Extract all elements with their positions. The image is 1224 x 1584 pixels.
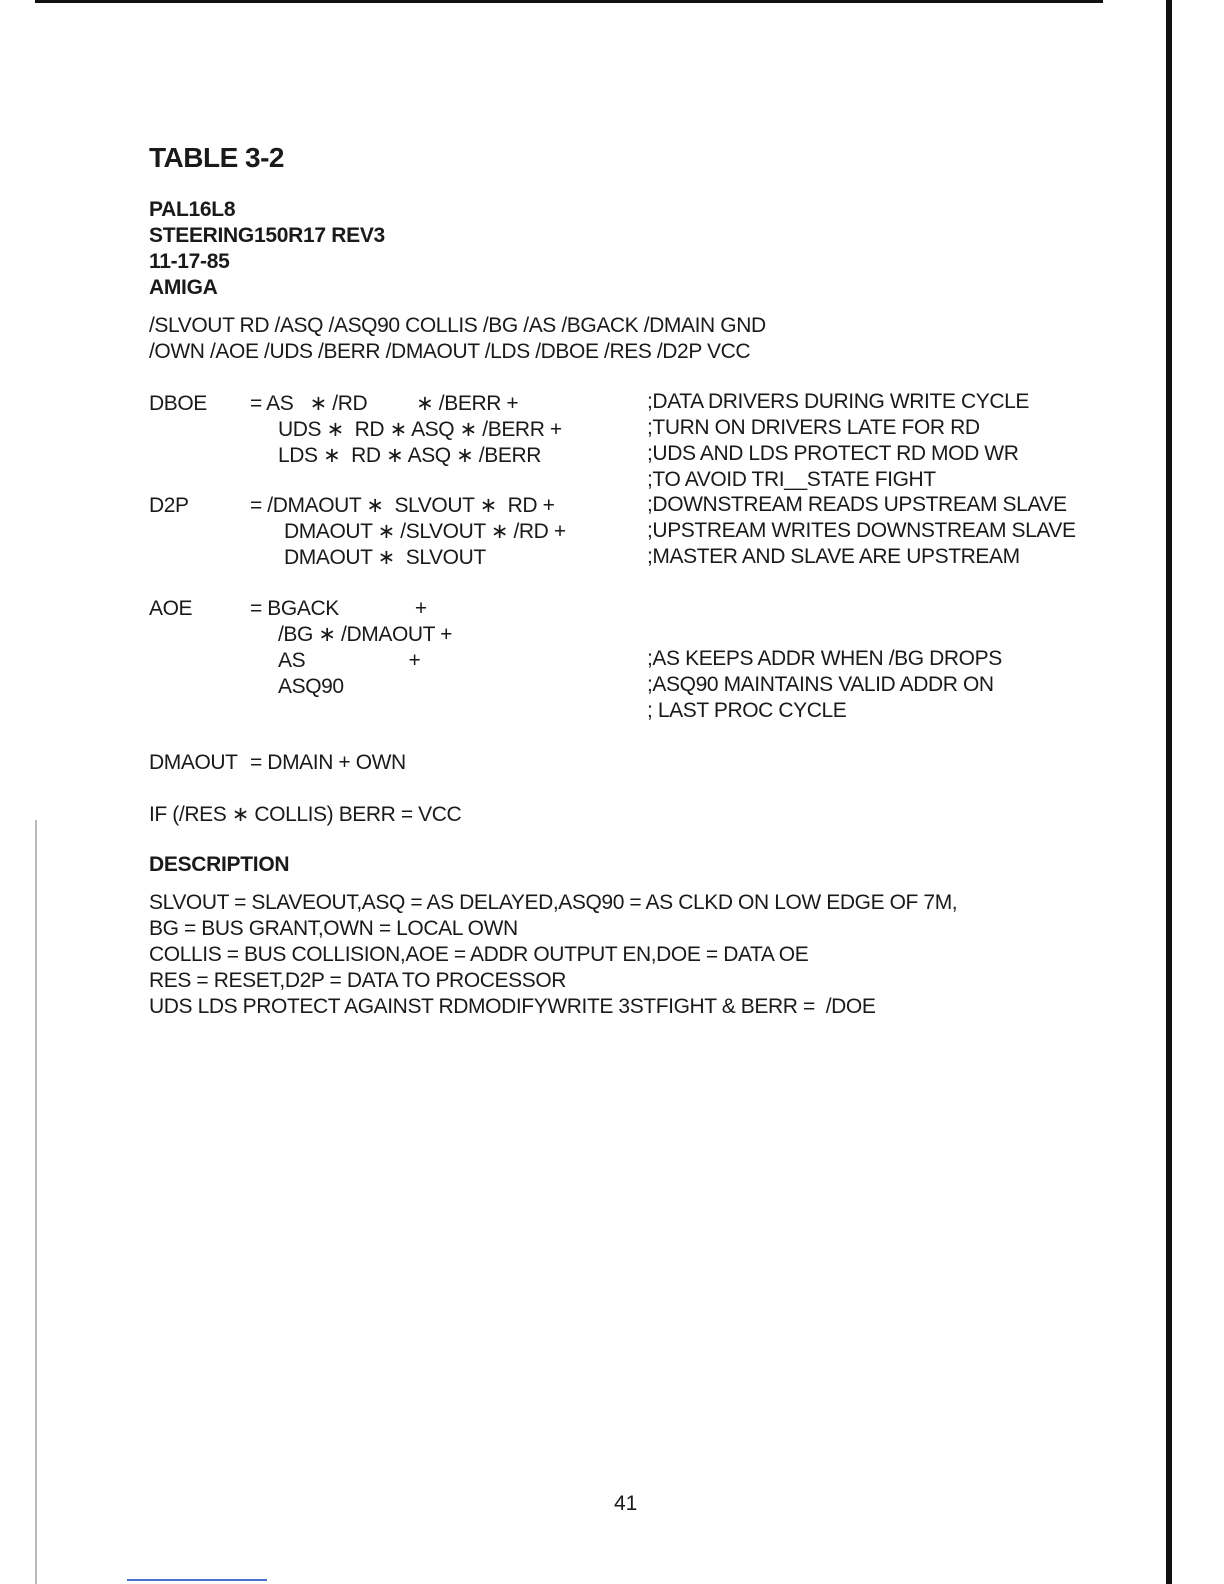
description-line: BG = BUS GRANT,OWN = LOCAL OWN [149, 917, 518, 940]
project-name: AMIGA [149, 276, 218, 299]
equation-comment: ;ASQ90 MAINTAINS VALID ADDR ON [647, 673, 994, 696]
page-title: TABLE 3-2 [149, 142, 284, 173]
conditional-equation: IF (/RES ∗ COLLIS) BERR = VCC [149, 803, 462, 826]
device-type: PAL16L8 [149, 198, 236, 221]
pin-list-line: /OWN /AOE /UDS /BERR /DMAOUT /LDS /DBOE /RES /D2P VCC [149, 340, 751, 363]
equation-name-dboe: DBOE [149, 392, 207, 415]
description-line: RES = RESET,D2P = DATA TO PROCESSOR [149, 969, 567, 992]
description-line: COLLIS = BUS COLLISION,AOE = ADDR OUTPUT EN,DOE = DATA OE [149, 943, 809, 966]
equation-term: = BGACK + [250, 597, 427, 620]
equation-term: = DMAIN + OWN [250, 751, 406, 774]
equation-term: = /DMAOUT ∗ SLVOUT ∗ RD + [250, 494, 555, 517]
equation-term: UDS ∗ RD ∗ ASQ ∗ /BERR + [278, 418, 562, 441]
equation-name-aoe: AOE [149, 597, 193, 620]
equation-name-dmaout: DMAOUT [149, 751, 238, 774]
right-border [1166, 0, 1172, 1584]
equation-term: ASQ90 [278, 675, 344, 698]
description-line: SLVOUT = SLAVEOUT,ASQ = AS DELAYED,ASQ90 = AS CLKD ON LOW EDGE OF 7M, [149, 891, 958, 914]
page-number: 41 [614, 1492, 638, 1515]
equation-comment: ;DATA DRIVERS DURING WRITE CYCLE [647, 390, 1029, 413]
equation-comment: ;TO AVOID TRI__STATE FIGHT [647, 468, 936, 491]
equation-term: AS + [278, 649, 421, 672]
equation-comment: ;MASTER AND SLAVE ARE UPSTREAM [647, 545, 1020, 568]
description-heading: DESCRIPTION [149, 853, 290, 876]
equation-term: = AS ∗ /RD ∗ /BERR + [250, 392, 519, 415]
equation-comment: ; LAST PROC CYCLE [647, 699, 847, 722]
equation-term: /BG ∗ /DMAOUT + [278, 623, 452, 646]
device-name: STEERING150R17 REV3 [149, 224, 385, 247]
equation-comment: ;AS KEEPS ADDR WHEN /BG DROPS [647, 647, 1002, 670]
equation-term: LDS ∗ RD ∗ ASQ ∗ /BERR [278, 444, 541, 467]
equation-comment: ;DOWNSTREAM READS UPSTREAM SLAVE [647, 493, 1067, 516]
equation-comment: ;UPSTREAM WRITES DOWNSTREAM SLAVE [647, 519, 1076, 542]
description-line: UDS LDS PROTECT AGAINST RDMODIFYWRITE 3STFIGHT & BERR = /DOE [149, 995, 876, 1018]
pin-list-line: /SLVOUT RD /ASQ /ASQ90 COLLIS /BG /AS /BGACK /DMAIN GND [149, 314, 766, 337]
equation-term: DMAOUT ∗ SLVOUT [284, 546, 486, 569]
equation-comment: ;TURN ON DRIVERS LATE FOR RD [647, 416, 980, 439]
equation-name-d2p: D2P [149, 494, 189, 517]
revision-date: 11-17-85 [149, 250, 230, 273]
top-border [35, 0, 1103, 3]
bottom-edge-mark [127, 1579, 267, 1581]
equation-term: DMAOUT ∗ /SLVOUT ∗ /RD + [284, 520, 566, 543]
left-edge-mark [35, 820, 37, 1584]
equation-comment: ;UDS AND LDS PROTECT RD MOD WR [647, 442, 1019, 465]
